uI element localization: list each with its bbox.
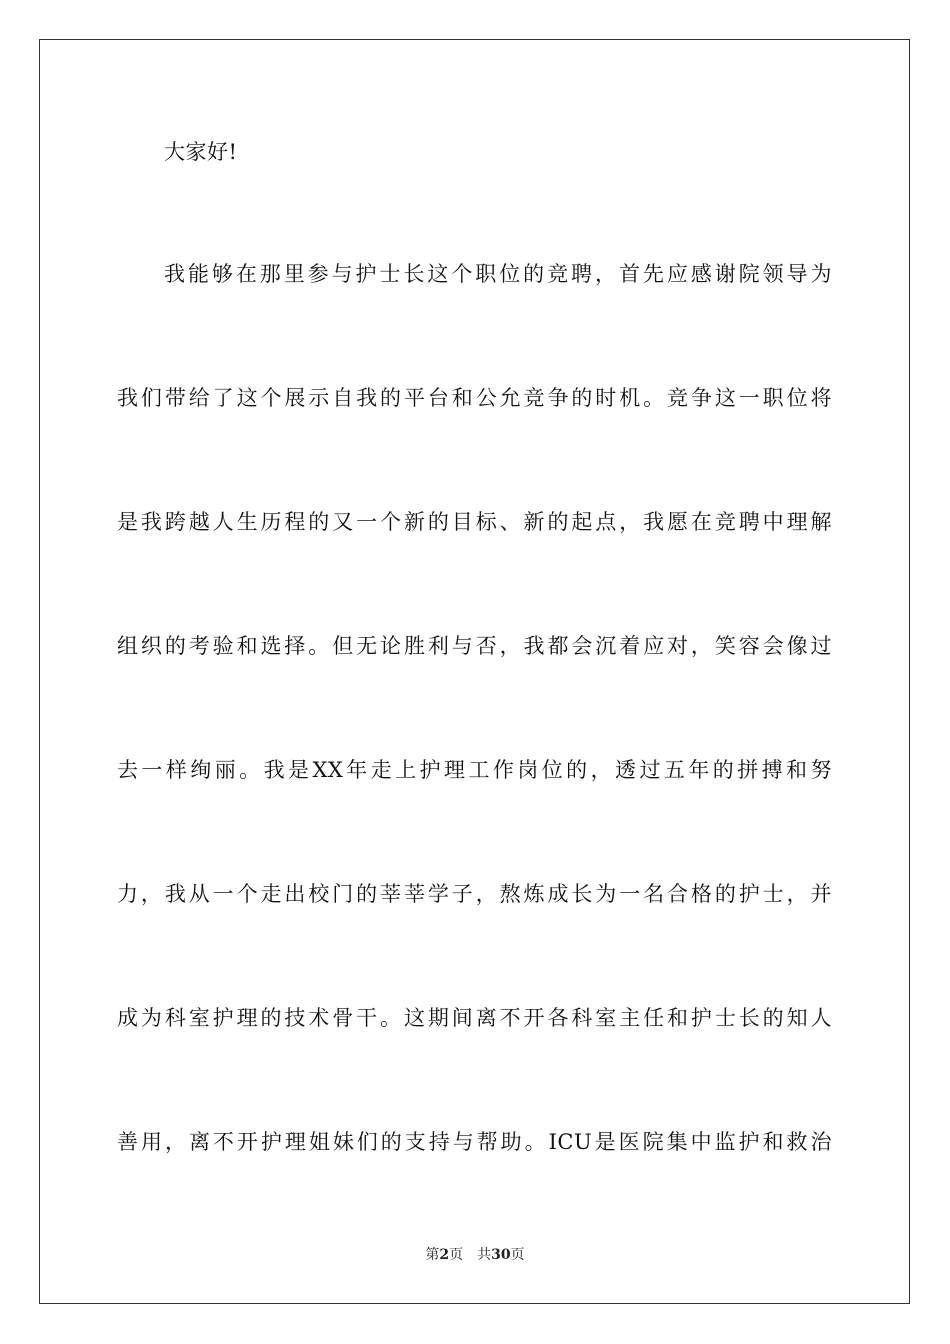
total-suffix: 页 [510,1247,525,1263]
text-line-7: 成为科室护理的技术骨干。这期间离不开各科室主任和护士长的知人 [117,1006,832,1030]
greeting-line: 大家好! [164,140,238,164]
page-prefix: 第 [425,1247,440,1263]
text-line-4: 组织的考验和选择。但无论胜利与否，我都会沉着应对，笑容会像过 [117,634,832,658]
total-prefix: 共 [477,1247,492,1263]
total-pages: 30 [491,1247,511,1263]
page-number: 2 [439,1247,450,1263]
text-line-1: 我能够在那里参与护士长这个职位的竞聘，首先应感谢院领导为 [164,262,832,286]
text-line-8: 善用，离不开护理姐妹们的支持与帮助。ICU是医院集中监护和救治 [117,1130,832,1154]
page-border [39,39,910,1304]
text-line-5: 去一样绚丽。我是XX年走上护理工作岗位的，透过五年的拼搏和努 [117,758,832,782]
text-line-2: 我们带给了这个展示自我的平台和公允竞争的时机。竞争这一职位将 [117,386,832,410]
text-line-3: 是我跨越人生历程的又一个新的目标、新的起点，我愿在竞聘中理解 [117,510,832,534]
text-line-6: 力，我从一个走出校门的莘莘学子，熬炼成长为一名合格的护士，并 [117,882,832,906]
page-suffix: 页 [449,1247,464,1263]
page-footer [0,1246,950,1264]
